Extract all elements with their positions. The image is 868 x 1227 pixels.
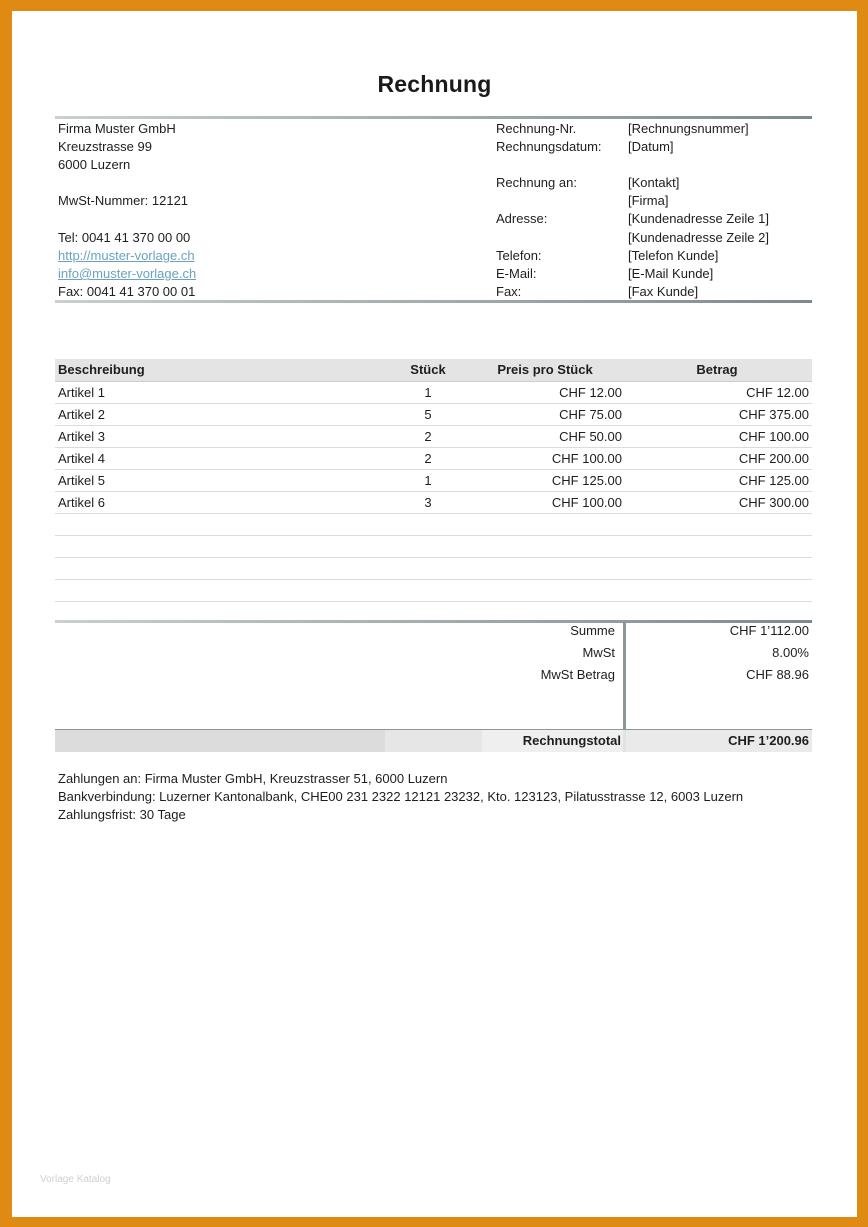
table-row [55,470,812,492]
items-table [55,359,812,623]
header-quantity: Stück [410,362,446,377]
cell-unit-price: CHF 100.00 [551,495,622,510]
cell-description: Artikel 2 [58,407,105,422]
cell-amount: CHF 100.00 [738,429,809,444]
header-rule-bottom [55,300,812,303]
mwst-value: 8.00% [772,645,809,660]
cell-description: Artikel 1 [58,385,105,400]
header-description: Beschreibung [58,362,145,377]
empty-table-row [55,536,812,558]
table-row [55,382,812,404]
table-row [55,492,812,514]
cell-unit-price: CHF 125.00 [551,473,622,488]
cell-quantity: 3 [424,495,432,510]
info-label: E-Mail: [496,266,537,281]
empty-table-row [55,580,812,602]
cell-quantity: 2 [424,429,432,444]
sender-street: Kreuzstrasse 99 [58,139,152,154]
watermark: Vorlage Katalog [40,1174,111,1185]
info-value: [Telefon Kunde] [628,248,719,263]
mwst-label: MwSt [582,645,615,660]
mwst-betrag-value: CHF 88.96 [746,667,809,682]
cell-quantity: 2 [424,451,432,466]
sender-website-link[interactable]: http://muster-vorlage.ch [58,248,195,263]
info-label: Telefon: [496,248,542,263]
cell-amount: CHF 300.00 [738,495,809,510]
cell-unit-price: CHF 12.00 [559,385,622,400]
cell-quantity: 1 [424,385,432,400]
cell-unit-price: CHF 50.00 [559,429,622,444]
invoice-page [12,11,857,1217]
invoice-total-label: Rechnungstotal [522,733,621,748]
cell-description: Artikel 6 [58,495,105,510]
sender-fax: Fax: 0041 41 370 00 01 [58,284,196,299]
cell-amount: CHF 200.00 [738,451,809,466]
sender-city: 6000 Luzern [58,157,131,172]
cell-unit-price: CHF 75.00 [559,407,622,422]
sender-vat: MwSt-Nummer: 12121 [58,193,189,208]
info-label: Rechnungsdatum: [496,139,602,154]
empty-table-row [55,514,812,536]
cell-description: Artikel 3 [58,429,105,444]
table-row [55,426,812,448]
empty-table-row [55,558,812,580]
info-value: [Fax Kunde] [628,284,699,299]
total-bar-segment [55,730,385,752]
header-amount: Betrag [696,362,738,377]
info-value: [E-Mail Kunde] [628,266,714,281]
sender-email-link[interactable]: info@muster-vorlage.ch [58,266,197,281]
cell-description: Artikel 4 [58,451,105,466]
cell-description: Artikel 5 [58,473,105,488]
info-value: [Kundenadresse Zeile 2] [628,230,769,245]
table-row [55,404,812,426]
info-label: Fax: [496,284,522,299]
summe-label: Summe [570,623,615,638]
info-value: [Rechnungsnummer] [628,121,749,136]
info-label: Rechnung-Nr. [496,121,577,136]
cell-quantity: 5 [424,407,432,422]
mwst-betrag-label: MwSt Betrag [540,667,615,682]
cell-amount: CHF 12.00 [746,385,809,400]
info-label: Adresse: [496,211,548,226]
total-bar-segment [385,730,482,752]
sender-tel: Tel: 0041 41 370 00 00 [58,230,191,245]
info-value: [Kontakt] [628,175,680,190]
invoice-total-value: CHF 1’200.96 [728,733,809,748]
cell-quantity: 1 [424,473,432,488]
header-unit-price: Preis pro Stück [497,362,593,377]
info-value: [Firma] [628,193,669,208]
cell-amount: CHF 125.00 [738,473,809,488]
summe-value: CHF 1’112.00 [729,623,809,638]
bank-info: Bankverbindung: Luzerner Kantonalbank, CHE00 231 2322 12121 23232, Kto. 123123, Pilatusstrasse 12, 6003 Luzern [58,789,744,804]
info-label: Rechnung an: [496,175,577,190]
table-row [55,448,812,470]
info-value: [Datum] [628,139,674,154]
payment-term: Zahlungsfrist: 30 Tage [58,807,186,822]
header-rule-top [55,116,812,119]
cell-amount: CHF 375.00 [738,407,809,422]
page-title: Rechnung [377,71,492,97]
cell-unit-price: CHF 100.00 [551,451,622,466]
table-header [55,359,812,382]
sender-company: Firma Muster GmbH [58,121,176,136]
payment-info: Zahlungen an: Firma Muster GmbH, Kreuzstrasser 51, 6000 Luzern [58,771,448,786]
info-value: [Kundenadresse Zeile 1] [628,211,769,226]
total-bar [55,729,812,752]
